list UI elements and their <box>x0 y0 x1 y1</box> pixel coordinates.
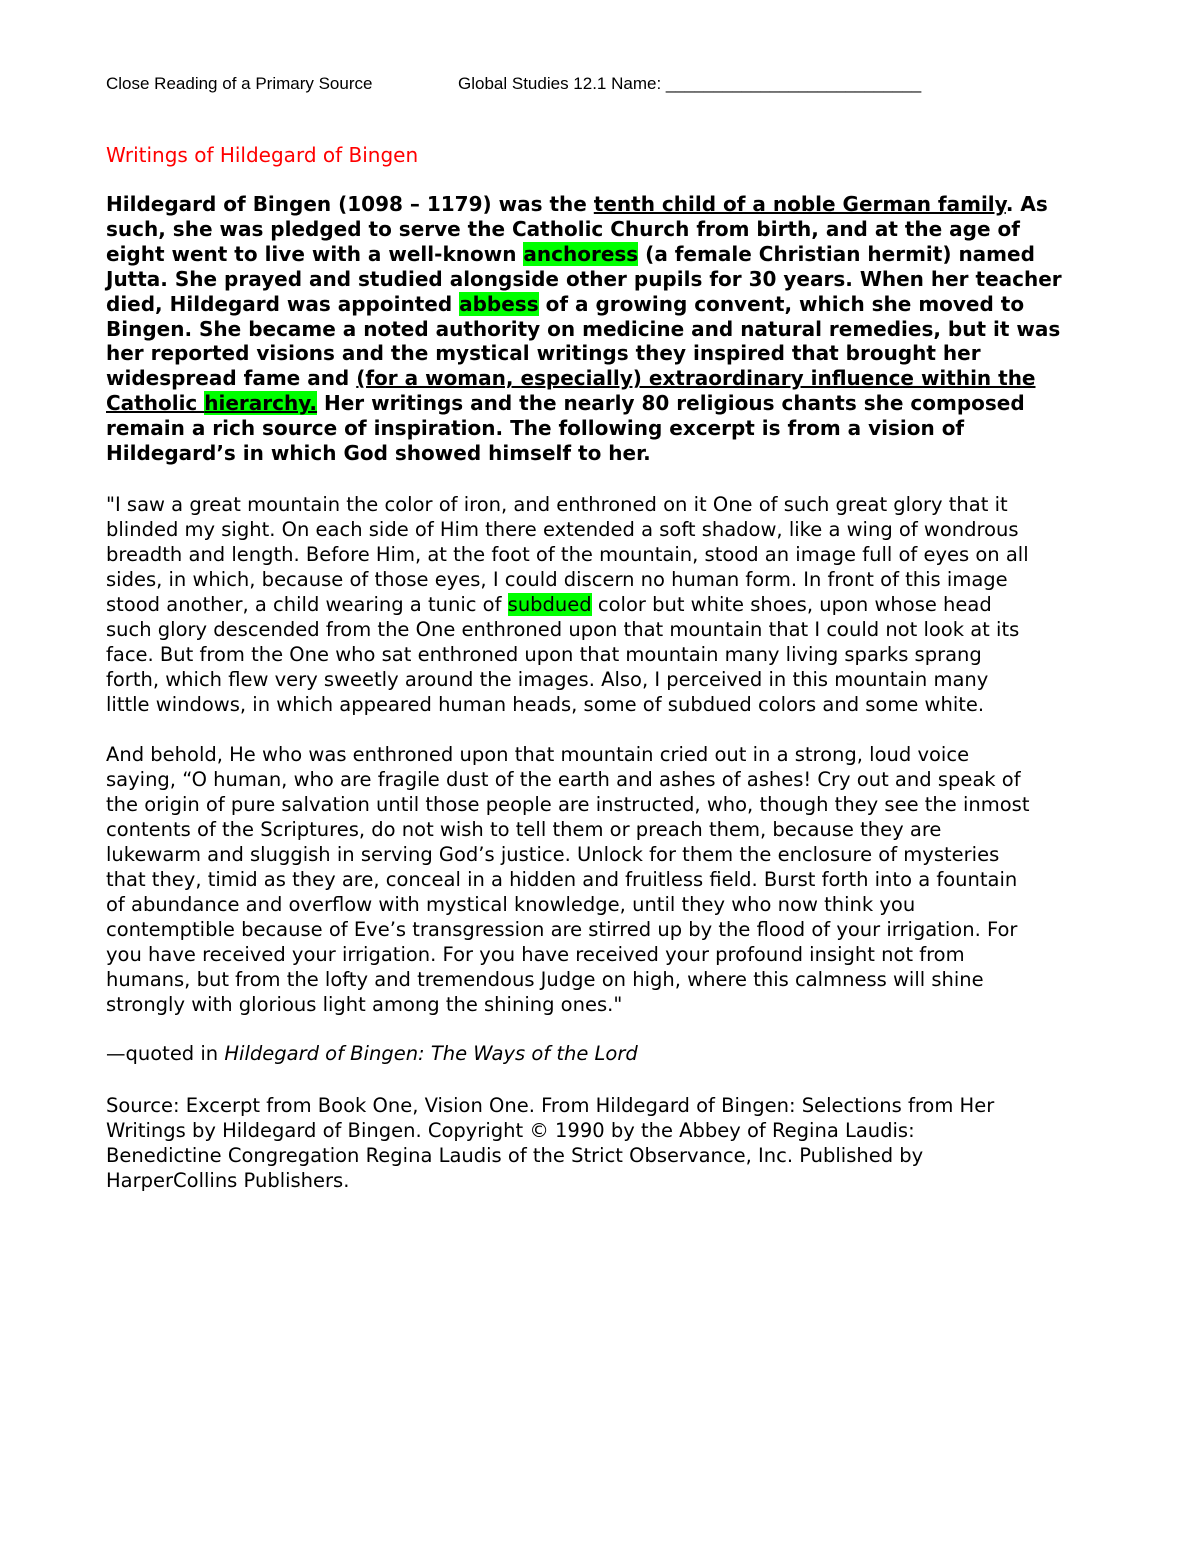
source-line: Writings by Hildegard of Bingen. Copyright © 1990 by the Abbey of Regina Laudis: <box>106 1119 915 1142</box>
quote-line: stood another, a child wearing a tunic of subdued color but white shoes, upon whose head <box>106 593 992 616</box>
intro-line: Bingen. She became a noted authority on medicine and natural remedies, but it was <box>106 316 1061 341</box>
quote-line: little windows, in which appeared human heads, some of subdued colors and some white. <box>106 693 985 716</box>
quote-line: "I saw a great mountain the color of iron, and enthroned on it One of such great glory that it <box>106 493 1008 516</box>
quote-line: blinded my sight. On each side of Him there extended a soft shadow, like a wing of wondrous <box>106 518 1019 541</box>
highlight-anchoress: anchoress <box>523 241 639 266</box>
quote-line: saying, “O human, who are fragile dust of the earth and ashes of ashes! Cry out and speak of <box>106 768 1021 791</box>
quote-line: breadth and length. Before Him, at the foot of the mountain, stood an image full of eyes on all <box>106 543 1029 566</box>
quote-line: you have received your irrigation. For you have received your profound insight not from <box>106 943 965 966</box>
header-left: Close Reading of a Primary Source <box>106 74 373 93</box>
intro-line: eight went to live with a well-known anchoress (a female Christian hermit) named <box>106 241 1035 266</box>
source-line: Source: Excerpt from Book One, Vision One. From Hildegard of Bingen: Selections from Her <box>106 1094 995 1117</box>
intro-line: her reported visions and the mystical writings they inspired that brought her <box>106 341 981 366</box>
quote-line: lukewarm and sluggish in serving God’s justice. Unlock for them the enclosure of mysteries <box>106 843 1000 866</box>
header-right: Global Studies 12.1 Name: ___________________________ <box>458 74 922 93</box>
document-title: Writings of Hildegard of Bingen <box>106 143 419 167</box>
quote-line: And behold, He who was enthroned upon that mountain cried out in a strong, loud voice <box>106 743 970 766</box>
quote-line: such glory descended from the One enthroned upon that mountain that I could not look at its <box>106 618 1020 641</box>
intro-line: Hildegard’s in which God showed himself to her. <box>106 441 651 466</box>
quote-line: face. But from the One who sat enthroned upon that mountain many living sparks sprang <box>106 643 982 666</box>
source-line: HarperCollins Publishers. <box>106 1169 350 1192</box>
attribution-work-title: Hildegard of Bingen: The Ways of the Lord <box>224 1042 638 1065</box>
highlight-subdued: subdued <box>507 593 592 616</box>
quote-line: the origin of pure salvation until those people are instructed, who, though they see the inmost <box>106 793 1030 816</box>
intro-line: such, she was pledged to serve the Catholic Church from birth, and at the age of <box>106 216 1020 241</box>
quote-line: contemptible because of Eve’s transgression are stirred up by the flood of your irrigation. For <box>106 918 1018 941</box>
quote-attribution: —quoted in Hildegard of Bingen: The Ways of the Lord <box>106 1042 638 1065</box>
intro-line: Hildegard of Bingen (1098 – 1179) was the tenth child of a noble German family. As <box>106 192 1048 216</box>
source-citation <box>106 1093 1096 1193</box>
vision-quote-paragraph-2 <box>106 742 1096 1017</box>
intro-line: widespread fame and (for a woman, especially) extraordinary influence within the <box>106 366 1036 391</box>
intro-line: Catholic hierarchy. Her writings and the nearly 80 religious chants she composed <box>106 391 1025 416</box>
intro-paragraph <box>106 192 1096 466</box>
quote-line: of abundance and overflow with mystical knowledge, until they who now think you <box>106 893 916 916</box>
quote-line: sides, in which, because of those eyes, I could discern no human form. In front of this image <box>106 568 1008 591</box>
intro-line: Jutta. She prayed and studied alongside other pupils for 30 years. When her teacher <box>106 266 1062 291</box>
intro-line: died, Hildegard was appointed abbess of a growing convent, which she moved to <box>106 291 1025 316</box>
source-line: Benedictine Congregation Regina Laudis of the Strict Observance, Inc. Published by <box>106 1144 924 1167</box>
quote-line: humans, but from the lofty and tremendous Judge on high, where this calmness will shine <box>106 968 984 991</box>
quote-line: contents of the Scriptures, do not wish to tell them or preach them, because they are <box>106 818 942 841</box>
highlight-abbess: abbess <box>459 291 539 316</box>
quote-line: forth, which flew very sweetly around the images. Also, I perceived in this mountain many <box>106 668 989 691</box>
quote-line: strongly with glorious light among the shining ones." <box>106 993 623 1016</box>
intro-line: remain a rich source of inspiration. The following excerpt is from a vision of <box>106 416 965 441</box>
highlight-hierarchy: hierarchy. <box>204 391 318 416</box>
vision-quote-paragraph-1 <box>106 492 1096 717</box>
quote-line: that they, timid as they are, conceal in a hidden and fruitless field. Burst forth into a fountain <box>106 868 1018 891</box>
